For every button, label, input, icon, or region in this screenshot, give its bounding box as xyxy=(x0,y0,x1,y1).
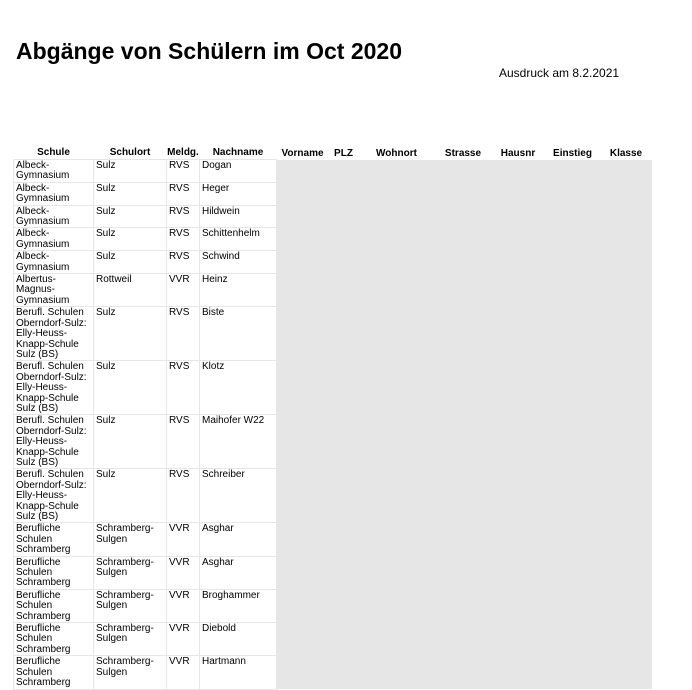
cell-nachname: Asghar xyxy=(202,523,234,535)
cell-schulort: Sulz xyxy=(96,205,116,217)
cell-schule: Berufl. Schulen Oberndorf-Sulz: Elly-Heuss- Knapp-Schule Sulz (BS) xyxy=(16,469,87,522)
cell-schulort: Schramberg- Sulgen xyxy=(96,656,154,678)
cell-meldg: RVS xyxy=(169,307,190,319)
cell-nachname: Heinz xyxy=(202,274,228,286)
departures-table xyxy=(13,147,652,690)
cell-schulort: Sulz xyxy=(96,469,116,481)
col-header-klasse: Klasse xyxy=(601,147,652,160)
print-date: Ausdruck am 8.2.2021 xyxy=(499,66,620,80)
col-header-schule: Schule xyxy=(14,147,94,160)
cell-meldg: RVS xyxy=(169,469,190,481)
cell-meldg: RVS xyxy=(169,228,190,240)
cell-schule: Berufliche Schulen Schramberg xyxy=(16,556,71,589)
cell-meldg: VVR xyxy=(169,523,190,535)
cell-schulort: Sulz xyxy=(96,415,116,427)
cell-meldg: RVS xyxy=(169,251,190,263)
col-header-hausnr: Hausnr xyxy=(492,147,545,160)
cell-schule: Berufl. Schulen Oberndorf-Sulz: Elly-Heuss- Knapp-Schule Sulz (BS) xyxy=(16,361,87,414)
cell-meldg: VVR xyxy=(169,656,190,668)
cell-schule: Albeck- Gymnasium xyxy=(16,251,70,273)
cell-schule: Albeck- Gymnasium xyxy=(16,160,70,182)
col-header-vorname: Vorname xyxy=(277,147,329,160)
cell-nachname: Schreiber xyxy=(202,469,245,481)
cell-schulort: Sulz xyxy=(96,307,116,319)
cell-schule: Berufl. Schulen Oberndorf-Sulz: Elly-Heuss- Knapp-Schule Sulz (BS) xyxy=(16,415,87,468)
cell-schule: Albeck- Gymnasium xyxy=(16,205,70,228)
cell-meldg: RVS xyxy=(169,361,190,373)
cell-schule: Berufliche Schulen Schramberg xyxy=(16,656,71,689)
table-row xyxy=(14,160,652,183)
cell-meldg: RVS xyxy=(169,160,190,171)
col-header-einstieg: Einstieg xyxy=(545,147,601,160)
cell-meldg: RVS xyxy=(169,205,190,217)
cell-schulort: Schramberg- Sulgen xyxy=(96,623,154,645)
cell-nachname: Biste xyxy=(202,307,225,319)
cell-nachname: Asghar xyxy=(202,556,234,568)
col-header-schulort: Schulort xyxy=(94,147,167,160)
cell-nachname: Klotz xyxy=(202,361,225,373)
cell-schulort: Schramberg- Sulgen xyxy=(96,556,154,579)
cell-schulort: Schramberg- Sulgen xyxy=(96,523,154,545)
cell-nachname: Schwind xyxy=(202,251,240,263)
cell-schulort: Sulz xyxy=(96,160,116,171)
table-header-row xyxy=(14,147,652,160)
cell-schule: Albertus- Magnus- Gymnasium xyxy=(16,274,70,306)
cell-meldg: RVS xyxy=(169,182,190,194)
col-header-plz: PLZ xyxy=(329,147,359,160)
report-title: Abgänge von Schülern im Oct 2020 xyxy=(16,38,402,64)
cell-meldg: VVR xyxy=(169,623,190,635)
cell-schule: Albeck- Gymnasium xyxy=(16,182,70,205)
cell-schule: Albeck- Gymnasium xyxy=(16,228,70,250)
cell-schule: Berufliche Schulen Schramberg xyxy=(16,523,71,556)
cell-meldg: VVR xyxy=(169,556,190,568)
cell-schulort: Sulz xyxy=(96,228,116,240)
cell-schulort: Sulz xyxy=(96,361,116,373)
cell-schule: Berufliche Schulen Schramberg xyxy=(16,623,71,655)
cell-schule: Berufliche Schulen Schramberg xyxy=(16,589,71,622)
cell-nachname: Schittenhelm xyxy=(202,228,260,240)
col-header-strasse: Strasse xyxy=(435,147,492,160)
cell-nachname: Hildwein xyxy=(202,205,240,217)
cell-nachname: Broghammer xyxy=(202,589,260,601)
cell-nachname: Maihofer W22 xyxy=(202,415,265,427)
col-header-nachname: Nachname xyxy=(200,147,277,160)
empty-columns-area xyxy=(277,160,652,690)
col-header-wohnort: Wohnort xyxy=(359,147,435,160)
col-header-meldg: Meldg. xyxy=(167,147,199,159)
cell-meldg: RVS xyxy=(169,415,190,427)
cell-nachname: Hartmann xyxy=(202,656,246,668)
cell-schulort: Sulz xyxy=(96,182,116,194)
cell-nachname: Heger xyxy=(202,182,230,194)
cell-schulort: Rottweil xyxy=(96,274,132,286)
cell-meldg: VVR xyxy=(169,274,190,286)
cell-schulort: Schramberg- Sulgen xyxy=(96,589,154,612)
cell-nachname: Diebold xyxy=(202,623,236,635)
cell-schulort: Sulz xyxy=(96,251,116,263)
cell-meldg: VVR xyxy=(169,589,190,601)
cell-schule: Berufl. Schulen Oberndorf-Sulz: Elly-Heuss- Knapp-Schule Sulz (BS) xyxy=(16,307,87,360)
cell-nachname: Dogan xyxy=(202,160,232,171)
